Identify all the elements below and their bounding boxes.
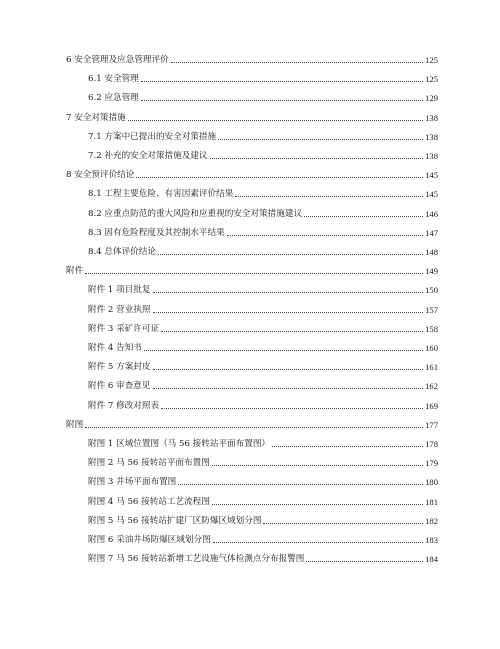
toc-entry[interactable]: [66, 263, 438, 277]
toc-entry[interactable]: [88, 321, 438, 335]
dot-leader: [304, 216, 423, 217]
toc-entry-label: 7 安全对策措施: [66, 112, 126, 123]
toc-entry[interactable]: [88, 378, 438, 392]
dot-leader: [212, 504, 423, 505]
toc-entry-page: 182: [425, 515, 438, 526]
toc-entry-page: 150: [425, 285, 438, 296]
dot-leader: [171, 62, 423, 63]
toc-entry-page: 161: [425, 362, 438, 373]
toc-entry-label: 附件 3 采矿许可证: [88, 323, 160, 334]
toc-entry-label: 附图 3 井场平面布置图: [88, 477, 177, 488]
toc-entry[interactable]: [88, 302, 438, 316]
toc-entry-label: 6 安全管理及应急管理评价: [66, 55, 169, 65]
toc-entry[interactable]: [88, 90, 438, 104]
toc-entry-page: 146: [425, 208, 438, 219]
toc-entry[interactable]: [88, 225, 438, 239]
toc-entry-page: 162: [425, 381, 438, 392]
toc-entry-label: 附图: [66, 419, 84, 430]
toc-entry-label: 6.1 安全管理: [88, 74, 139, 85]
toc-entry[interactable]: [66, 167, 438, 181]
dot-leader: [153, 369, 424, 370]
toc-entry-page: 149: [425, 266, 438, 277]
toc-entry-page: 183: [425, 535, 438, 545]
toc-entry-page: 179: [425, 458, 438, 469]
toc-entry-page: 169: [425, 400, 438, 411]
toc-entry-label: 附件: [66, 266, 84, 277]
dot-leader: [128, 120, 423, 121]
toc-entry-page: 157: [425, 304, 438, 315]
toc-entry-label: 附件 6 审查意见: [88, 381, 151, 392]
toc-entry[interactable]: [88, 494, 438, 508]
toc-entry[interactable]: [88, 282, 438, 296]
dot-leader: [178, 484, 423, 485]
dot-leader: [235, 196, 423, 197]
toc-entry-label: 7.1 方案中已提出的安全对策措施: [88, 131, 217, 142]
dot-leader: [210, 158, 424, 159]
toc-entry[interactable]: [66, 52, 438, 66]
toc-entry-label: 附件 7 修改对照表: [88, 400, 160, 411]
toc-entry-label: 8.2 应重点防范的重大风险和应重视的安全对策措施建议: [88, 208, 303, 219]
toc-entry-label: 8.4 总体评价结论: [88, 247, 156, 257]
toc-entry[interactable]: [88, 359, 438, 373]
toc-entry-page: 177: [425, 419, 438, 430]
toc-entry[interactable]: [66, 417, 438, 431]
toc-entry[interactable]: [88, 244, 438, 258]
dot-leader: [153, 388, 424, 389]
toc-entry-page: 145: [425, 170, 438, 181]
toc-entry[interactable]: [88, 398, 438, 412]
dot-leader: [161, 331, 423, 332]
toc-entry[interactable]: [88, 513, 438, 527]
toc-entry[interactable]: [66, 110, 438, 124]
toc-entry-label: 附图 4 马 56 接转站工艺流程图: [88, 496, 210, 507]
toc-entry-page: 184: [425, 554, 438, 565]
dot-leader: [141, 100, 423, 101]
toc-entry-label: 7.2 补充的安全对策措施及建议: [88, 151, 208, 161]
toc-entry[interactable]: [88, 71, 438, 85]
toc-entry-label: 8.3 固有危险程度及其控制水平结果: [88, 227, 225, 238]
toc-entry-label: 8 安全预评价结论: [66, 170, 135, 181]
toc-entry-label: 附图 5 马 56 接转站扩建厂区防爆区域划分图: [88, 515, 262, 526]
toc-entry-page: 138: [425, 112, 438, 123]
toc-entry-page: 125: [425, 74, 438, 85]
toc-entry[interactable]: [88, 436, 438, 450]
dot-leader: [85, 273, 423, 274]
toc-entry[interactable]: [88, 474, 438, 488]
dot-leader: [306, 561, 423, 562]
toc-entry[interactable]: [88, 129, 438, 143]
toc-entry[interactable]: [88, 455, 438, 469]
dot-leader: [136, 177, 423, 178]
toc-entry-page: 138: [425, 151, 438, 161]
toc-entry-page: 125: [425, 55, 438, 65]
toc-entry-label: 附件 2 营业执照: [88, 304, 151, 315]
toc-entry-page: 148: [425, 247, 438, 257]
toc-entry-label: 附图 2 马 56 接转站平面布置图: [88, 458, 210, 469]
toc-entry-label: 附图 1 区域位置图（马 56 接转站平面布置图）: [88, 439, 271, 449]
dot-leader: [144, 350, 423, 351]
dot-leader: [212, 465, 423, 466]
toc-entry-label: 附件 1 项目批复: [88, 285, 151, 296]
toc-entry[interactable]: [88, 551, 438, 565]
dot-leader: [263, 523, 423, 524]
dot-leader: [161, 408, 423, 409]
dot-leader: [213, 542, 423, 543]
dot-leader: [218, 139, 423, 140]
toc-entry-label: 附图 7 马 56 接转站新增工艺设施气体检测点分布报警图: [88, 554, 305, 565]
toc-entry-page: 160: [425, 343, 438, 353]
toc-entry[interactable]: [88, 206, 438, 220]
dot-leader: [85, 427, 423, 428]
toc-entry[interactable]: [88, 186, 438, 200]
toc-entry-label: 8.1 工程主要危险、有害因素评价结果: [88, 189, 234, 200]
toc-entry-page: 181: [425, 496, 438, 507]
toc-entry-page: 180: [425, 477, 438, 488]
toc-entry-page: 158: [425, 323, 438, 334]
toc-entry-label: 附图 6 采油井场防爆区域划分图: [88, 535, 211, 545]
toc-entry[interactable]: [88, 148, 438, 162]
toc-entry-label: 6.2 应急管理: [88, 93, 139, 104]
dot-leader: [141, 81, 423, 82]
dot-leader: [227, 235, 423, 236]
dot-leader: [158, 254, 423, 255]
toc-entry-page: 129: [425, 93, 438, 104]
toc-entry-page: 145: [425, 189, 438, 200]
dot-leader: [272, 446, 423, 447]
toc-entry-label: 附件 4 告知书: [88, 343, 142, 353]
toc-entry[interactable]: [88, 340, 438, 354]
toc-entry[interactable]: [88, 532, 438, 546]
toc-entry-page: 138: [425, 131, 438, 142]
toc-entry-page: 178: [425, 439, 438, 449]
toc-entry-page: 147: [425, 227, 438, 238]
dot-leader: [153, 292, 424, 293]
toc-entry-label: 附件 5 方案封皮: [88, 362, 151, 373]
dot-leader: [153, 312, 424, 313]
